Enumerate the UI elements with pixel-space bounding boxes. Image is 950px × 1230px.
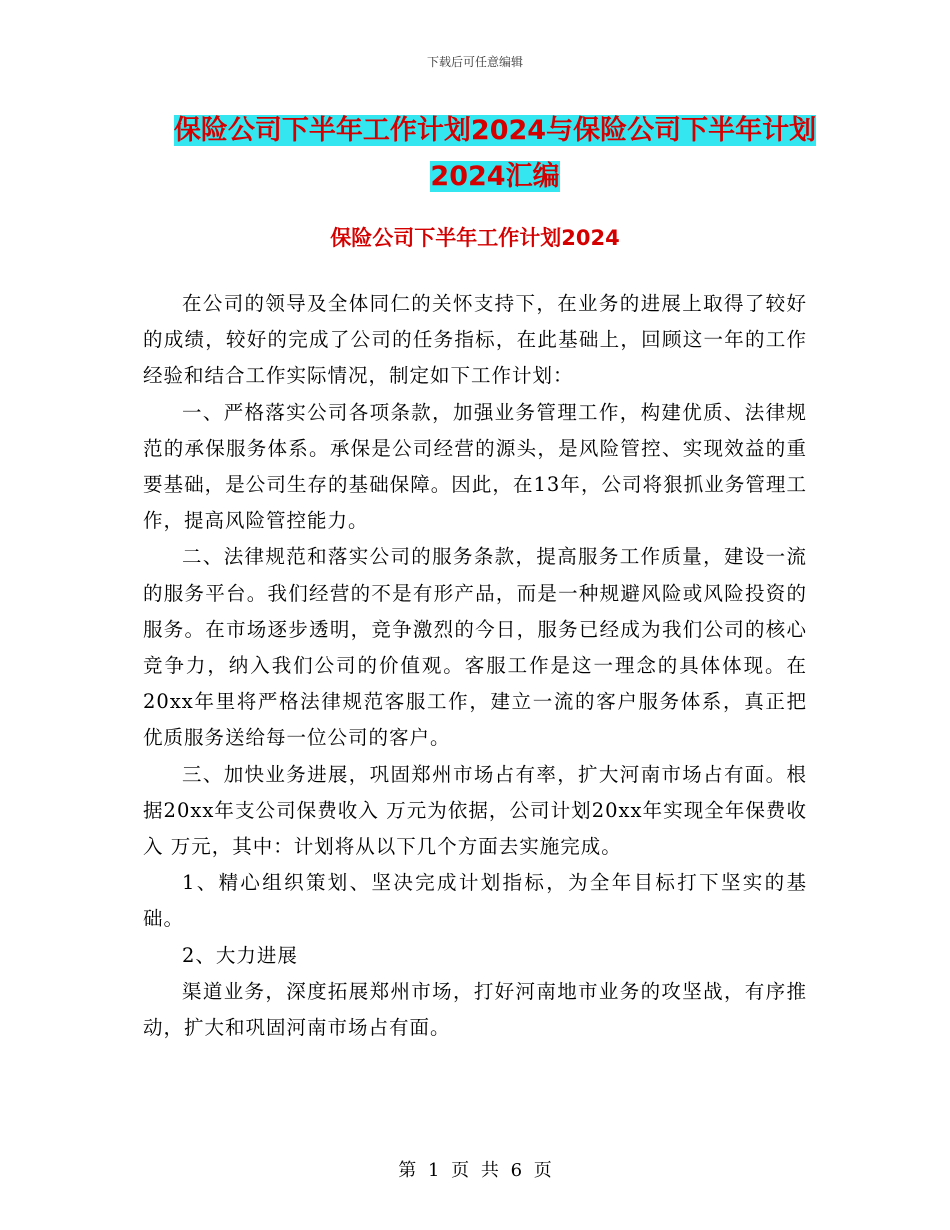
page-footer: 第 1 页 共 6 页 — [398, 1160, 552, 1181]
header-note: 下载后可任意编辑 — [426, 55, 523, 69]
paragraph-item-3: 三、加快业务进展，巩固郑州市场占有率，扩大河南市场占有面。根据20xx年支公司保费收入 万元为依据，公司计划20xx年实现全年保费收入 万元，其中：计划将从以下几个方面去实施完成。 — [143, 762, 807, 859]
paragraph-item-1: 一、严格落实公司各项条款，加强业务管理工作，构建优质、法律规范的承保服务体系。承保是公司经营的源头，是风险管控、实现效益的重要基础，是公司生存的基础保障。因此，在13年，公司将狠抓业务管理工作，提高风险管控能力。 — [143, 400, 807, 533]
paragraph-channel: 渠道业务，深度拓展郑州市场，打好河南地市业务的攻坚战，有序推动，扩大和巩固河南市场占有面。 — [143, 979, 807, 1040]
paragraph-subitem-2: 2、大力进展 — [182, 943, 298, 967]
paragraph-intro: 在公司的领导及全体同仁的关怀支持下，在业务的进展上取得了较好的成绩，较好的完成了公司的任务指标，在此基础上，回顾这一年的工作经验和结合工作实际情况，制定如下工作计划： — [143, 292, 807, 388]
main-title — [145, 108, 845, 200]
body-text — [143, 286, 807, 1046]
section-title: 保险公司下半年工作计划2024 — [330, 226, 620, 250]
paragraph-item-2: 二、法律规范和落实公司的服务条款，提高服务工作质量，建设一流的服务平台。我们经营的不是有形产品，而是一种规避风险或风险投资的服务。在市场逐步透明，竞争激烈的今日，服务已经成为我们公司的核心竞争力，纳入我们公司的价值观。客服工作是这一理念的具体体现。在20xx年里将严格法律规范客服工作，建立一流的客户服务体系，真正把优质服务送给每一位公司的客户。 — [143, 545, 807, 750]
main-title-line-1: 保险公司下半年工作计划2024与保险公司下半年计划 — [173, 115, 817, 146]
paragraph-subitem-1: 1、精心组织策划、坚决完成计划指标，为全年目标打下坚实的基础。 — [143, 871, 807, 931]
main-title-line-2: 2024汇编 — [430, 161, 560, 192]
